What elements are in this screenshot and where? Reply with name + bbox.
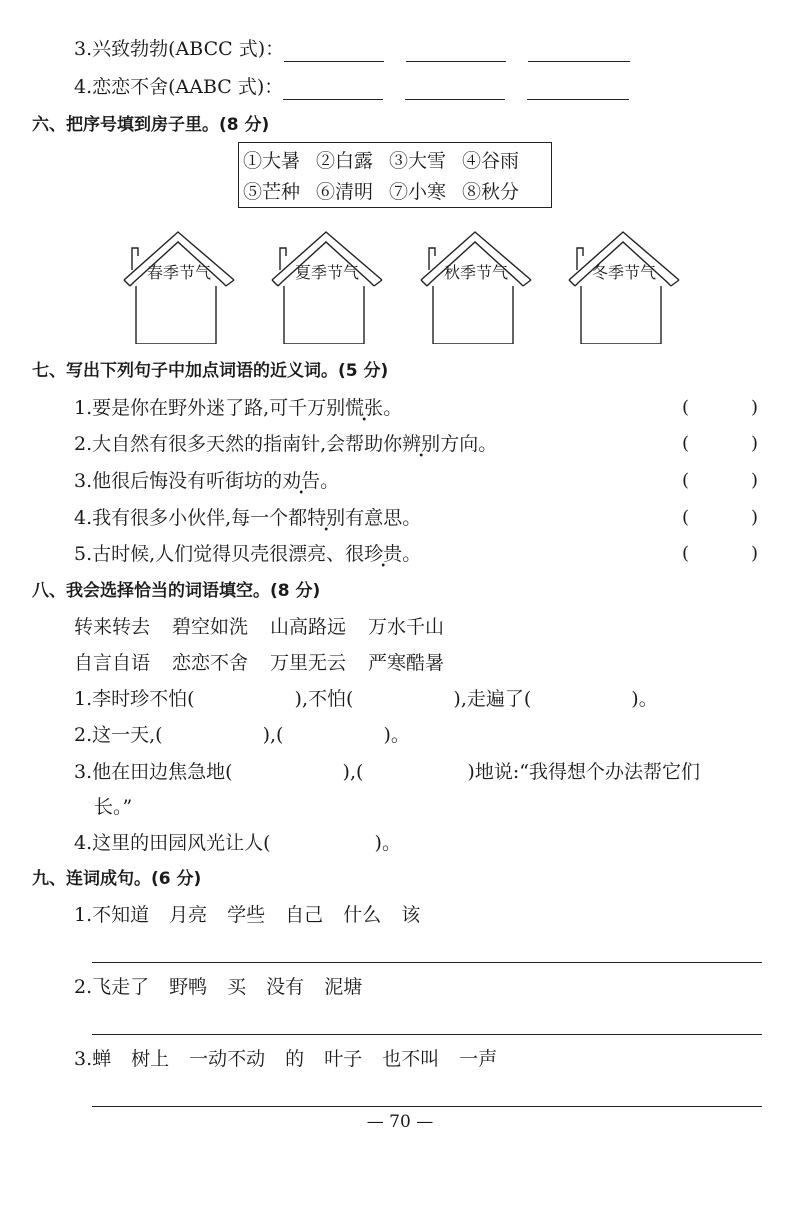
dotted-word: 特别: [307, 507, 346, 529]
sentence-text: 4.我有很多小伙伴,每一个都: [74, 507, 308, 529]
section-7-heading: 七、写出下列句子中加点词语的近义词。(5 分): [32, 361, 389, 381]
sentence-text: 。: [402, 543, 422, 565]
fill-question-1: 1.李时珍不怕( ),不怕( ),走遍了( )。: [74, 688, 658, 710]
word-item: ②白露: [316, 150, 374, 172]
word-item: ⑧秋分: [462, 181, 520, 203]
word-bank-item: 万里无云: [270, 652, 347, 674]
item-4-lianlian: [74, 74, 629, 100]
fill-question-4: 4.这里的田园风光让人( )。: [74, 832, 401, 854]
house-winter[interactable]: [563, 228, 685, 344]
answer-blank[interactable]: [283, 79, 383, 100]
house-label: 冬季节气: [591, 263, 656, 282]
answer-line-3[interactable]: [92, 1106, 762, 1107]
answer-blank[interactable]: [528, 41, 630, 62]
sentence-text: 。: [383, 397, 403, 419]
answer-line-2[interactable]: [92, 1034, 762, 1035]
answer-line-1[interactable]: [92, 962, 762, 963]
section-6-heading: 六、把序号填到房子里。(8 分): [32, 115, 270, 135]
word-item: ①大暑: [243, 150, 301, 172]
word-row-1: [243, 148, 535, 174]
fill-question-2: 2.这一天,( ),( )。: [74, 724, 410, 746]
sentence-text: 有意思。: [345, 507, 422, 529]
house-label: 夏季节气: [294, 263, 359, 282]
word-row-2: [243, 179, 535, 205]
word-box: [238, 142, 552, 208]
sentence-words-1: 1.不知道 月亮 学些 自己 什么 该: [74, 904, 421, 926]
sentence-words-2: 2.飞走了 野鸭 买 没有 泥塘: [74, 976, 363, 998]
word-bank-item: 恋恋不舍: [172, 652, 249, 674]
word-bank-item: 严寒酷暑: [368, 652, 445, 674]
fill-question-3: 3.他在田边焦急地( ),( )地说:“我得想个办法帮它们: [74, 761, 700, 783]
dotted-word: 劝告: [282, 470, 321, 492]
word-item: ③大雪: [389, 150, 447, 172]
fill-question-3-cont: 长。”: [94, 796, 133, 818]
page-number: — 70 —: [366, 1112, 434, 1132]
section-9-heading: 九、连词成句。(6 分): [32, 869, 202, 889]
sentence-words-3: 3.蝉 树上 一动不动 的 叶子 也不叫 一声: [74, 1048, 498, 1070]
sentence-text: 2.大自然有很多天然的指南针,会帮助你: [74, 433, 403, 455]
sentence-text: 方向。: [440, 433, 498, 455]
item-label: 4.恋恋不舍(AABC 式)：: [74, 76, 284, 98]
house-outline-icon: [118, 228, 240, 344]
sentence-text: 。: [320, 470, 340, 492]
word-bank-item: 万水千山: [368, 616, 445, 638]
answer-blank[interactable]: [284, 41, 384, 62]
house-autumn[interactable]: [415, 228, 537, 344]
sentence-text: 1.要是你在野外迷了路,可千万别: [74, 397, 346, 419]
word-bank-item: 自言自语: [74, 652, 151, 674]
answer-paren-4[interactable]: ( ): [682, 507, 759, 528]
item-label: 3.兴致勃勃(ABCC 式)：: [74, 38, 285, 60]
word-bank-row-2: [74, 650, 444, 676]
synonym-item-4: [74, 505, 421, 531]
sentence-text: 5.古时候,人们觉得贝壳很漂亮、很: [74, 543, 365, 565]
answer-blank[interactable]: [527, 79, 629, 100]
dotted-word: 珍贵: [364, 543, 403, 565]
dotted-word: 辨别: [402, 433, 441, 455]
synonym-item-2: [74, 431, 497, 457]
word-bank-row-1: [74, 614, 444, 640]
house-outline-icon: [563, 228, 685, 344]
answer-paren-1[interactable]: ( ): [682, 397, 759, 418]
word-item: ④谷雨: [462, 150, 520, 172]
word-item: ⑤芒种: [243, 181, 301, 203]
section-8-heading: 八、我会选择恰当的词语填空。(8 分): [32, 581, 321, 601]
house-spring[interactable]: [118, 228, 240, 344]
house-label: 秋季节气: [443, 263, 508, 282]
word-bank-item: 碧空如洗: [172, 616, 249, 638]
word-item: ⑥清明: [316, 181, 374, 203]
house-outline-icon: [415, 228, 537, 344]
word-bank-item: 转来转去: [74, 616, 151, 638]
answer-paren-5[interactable]: ( ): [682, 543, 759, 564]
word-item: ⑦小寒: [389, 181, 447, 203]
answer-paren-2[interactable]: ( ): [682, 433, 759, 454]
item-3-xingzhi: [74, 36, 630, 62]
answer-blank[interactable]: [405, 79, 505, 100]
word-bank-item: 山高路远: [270, 616, 347, 638]
synonym-item-5: [74, 541, 421, 567]
answer-blank[interactable]: [406, 41, 506, 62]
sentence-text: 3.他很后悔没有听街坊的: [74, 470, 283, 492]
synonym-item-3: [74, 468, 339, 494]
answer-paren-3[interactable]: ( ): [682, 470, 759, 491]
house-summer[interactable]: [266, 228, 388, 344]
house-outline-icon: [266, 228, 388, 344]
dotted-word: 慌张: [345, 397, 384, 419]
house-label: 春季节气: [146, 263, 211, 282]
synonym-item-1: [74, 395, 402, 421]
